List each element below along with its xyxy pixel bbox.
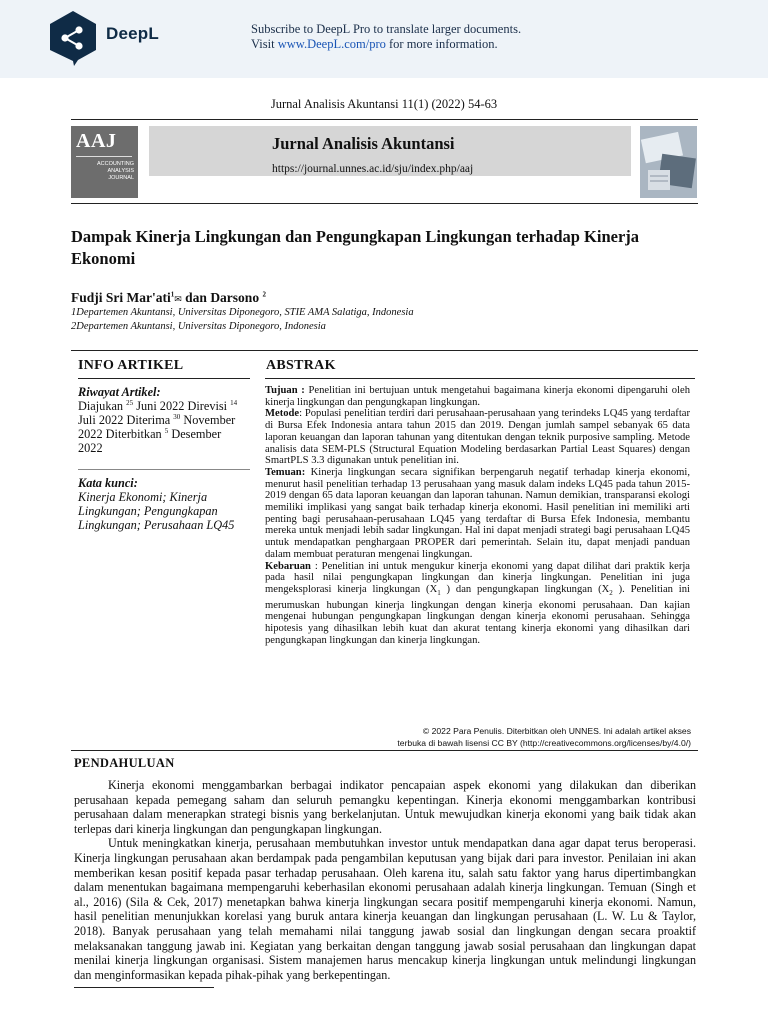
banner-line-2: Visit www.DeepL.com/pro for more information. <box>251 37 498 51</box>
abstract-body <box>265 385 690 647</box>
banner-line-1: Subscribe to DeepL Pro to translate larger documents. <box>251 22 522 36</box>
pendahuluan-heading: PENDAHULUAN <box>74 756 175 770</box>
info-rule <box>78 378 250 379</box>
abstract-rule <box>265 378 695 379</box>
affiliation-1: 1Departemen Akuntansi, Universitas Diponegoro, STIE AMA Salatiga, Indonesia <box>71 307 414 318</box>
article-title: Dampak Kinerja Lingkungan dan Pengungkapan Lingkungan terhadap Kinerja Ekonomi <box>71 227 640 268</box>
deepl-logo-icon[interactable] <box>48 10 98 66</box>
abstract-kebaruan: Kebaruan : Penelitian ini untuk mengukur kinerja ekonomi yang dapat dilihat dari praktik kerja pada hasil nilai pengungkapan lingkungan dan kinerja lingkungan. Penelitian ini juga mengeksplorasi kinerja lingkungan ($X_1$ ) dan pengungkapan lingkungan ($X_2$ ). Penelitian ini merumuskan hubungan kinerja lingkungan dengan kinerja ekonomi perusahaan. Dan kajian mengenai hubungan pengungkapan lingkungan dengan kinerja ekonomi perusahaan. Sehingga hipotesis yang dihasilkan lebih kuat dan akurat tentang kinerja ekonomi yang dihasilkan dari pengungkapan lingkungan dan kinerja lingkungan. <box>265 560 690 646</box>
abstract-tujuan: Tujuan : Penelitian ini bertujuan untuk mengetahui bagaimana kinerja ekonomi dipengaruhi oleh kinerja lingkungan dan pengungkapan lingkungan. <box>265 385 690 408</box>
intro-paragraph-1: Kinerja ekonomi menggambarkan berbagai indikator pencapaian aspek ekonomi yang dilakukan dan diberikan perusahaan kepada pemegang saham dan seluruh pemangku kepentingan. Kinerja ekonomi menggambarkan kontribusi perusahaan dalam menerapkan strategi bisnis yang berkelanjutan. Untuk mewujudkan kinerja ekonomi yang baik tidak akan terlepas dari kinerja lingkungan dan pengungkapan lingkungan. <box>74 778 696 836</box>
intro-paragraph-2: Untuk meningkatkan kinerja, perusahaan membutuhkan investor untuk mendapatkan dana agar dapat terus beroperasi. Kinerja lingkungan perusahaan akan berdampak pada pengambilan keputusan yang bijak dari para investor. Penilaian ini akan memberikan kesan positif kepada pasar terhadap perusahaan. Oleh karena itu, salah satu faktor yang harus dipertimbangkan dalam menentukan bagaimana mempengaruhi keberhasilan ekonomi perusahaan adalah kinerja lingkungan. Temuan (Singh et al., 2016) (Sila & Cek, 2017) menetapkan bahwa kinerja lingkungan secara positif mempengaruhi kinerja ekonomi. Namun, hasil penelitian menunjukkan korelasi yang buruk antara kinerja keuangan dan lingkungan perusahaan (L. W. Lu & Taylor, 2018). Banyak perusahaan yang telah memahami nilai tanggung jawab sosial dan lingkungan dengan secara proaktif melaksanakan tanggung jawab ini. Kegiatan yang berkaitan dengan tanggung jawab sosial perusahaan dan lingkungan dapat menilai kinerja lingkungan organisasi. Sistem manajemen harus mencakup kinerja lingkungan untuk melindungi lingkungan dan menginformasikan kepada pihak-pihak yang berkepentingan. <box>74 836 696 982</box>
mail-icon[interactable]: ✉ <box>174 294 182 304</box>
article-history: Riwayat Artikel: Diajukan $^{25}$ Juni 2022 Direvisi $^{14}$ Juli 2022 Diterima $^{30}$ November 2022 Diterbitkan $^5$ Desember 2022 <box>78 385 248 455</box>
journal-title: Jurnal Analisis Akuntansi <box>272 134 455 153</box>
introduction-body <box>74 778 696 982</box>
copyright-line-2: terbuka di bawah lisensi CC BY (http://creativecommons.org/licenses/by/4.0/) <box>397 738 691 748</box>
keywords: Kinerja Ekonomi; Kinerja Lingkungan; Pengungkapan Lingkungan; Perusahaan LQ45 <box>78 490 235 532</box>
header-rule <box>71 119 698 120</box>
info-artikel-heading: INFO ARTIKEL <box>78 358 184 373</box>
history-dates: Diajukan $^{25}$ Juni 2022 Direvisi $^{14}$ Juli 2022 Diterima $^{30}$ November 2022 Diterbitkan $^5$ Desember 2022 <box>78 398 238 455</box>
keywords-block: Kata kunci: Kinerja Ekonomi; Kinerja Lingkungan; Pengungkapan Lingkungan; Perusahaan LQ45 <box>78 476 248 532</box>
journal-logo: AAJ ACCOUNTING ANALYSIS JOURNAL <box>71 126 138 198</box>
footnote-rule <box>74 987 214 988</box>
section-top-rule <box>71 350 698 351</box>
affiliation-2: 2Departemen Akuntansi, Universitas Diponegoro, Indonesia <box>71 321 326 332</box>
section-bottom-rule <box>71 750 698 751</box>
journal-cover-image <box>640 126 697 198</box>
journal-url[interactable]: https://journal.unnes.ac.id/sju/index.php/aaj <box>272 163 474 175</box>
abstract-metode: Metode: Populasi penelitian terdiri dari perusahaan-perusahaan yang terindeks LQ45 yang terdaftar di Bursa Efek Indonesia antara tahun 2015 dan 2019. Dengan jumlah sampel sebanyak 65 data laporan keuangan dan laporan tahunan yang ditentukan dengan teknik purposive sampling. Metode analisis data SEM-PLS (Structural Equation Modeling berdasarkan Partial Least Squares) dengan SmartPLS 3.3 digunakan untuk penelitian ini. <box>265 408 690 467</box>
copyright-line-1: © 2022 Para Penulis. Diterbitkan oleh UNNES. Ini adalah artikel akses <box>422 726 691 736</box>
info-divider <box>78 469 250 470</box>
author-line: Fudji Sri Mar'ati$^1$✉ dan Darsono $^2$ <box>71 290 266 305</box>
abstrak-heading: ABSTRAK <box>266 358 336 373</box>
header-bottom-rule <box>71 203 698 204</box>
deepl-pro-link[interactable]: www.DeepL.com/pro <box>277 37 386 51</box>
abstract-temuan: Temuan: Kinerja lingkungan secara signifikan berpengaruh negatif terhadap kinerja ekonomi, menurut hasil penelitian terhadap 13 perusahaan yang masuk dalam indeks LQ45 pada tahun 2015-2019 dengan 65 data laporan keuangan dan laporan tahunan. Namun demikian, transparansi ekologi memiliki implikasi yang sangat baik terhadap kinerja ekonomi. Hasil penelitian ini memiliki arti penting bagi perusahaan-perusahaan LQ45 yang terdaftar di Bursa Efek Indonesia, membantu mereka untuk menjadi lebih sadar lingkungan. Hal ini dapat menjadi strategi bagi perusahaan LQ45 untuk mendapatkan penghargaan PROPER dari pemerintah. Selain itu, dapat menjadi panduan dalam membuat peraturan mengenai lingkungan. <box>265 466 690 560</box>
journal-reference: Jurnal Analisis Akuntansi 11(1) (2022) 54-63 <box>270 97 498 111</box>
deepl-banner <box>0 0 768 78</box>
deepl-brand-label: DeepL <box>106 24 159 43</box>
banner-message <box>251 22 521 52</box>
